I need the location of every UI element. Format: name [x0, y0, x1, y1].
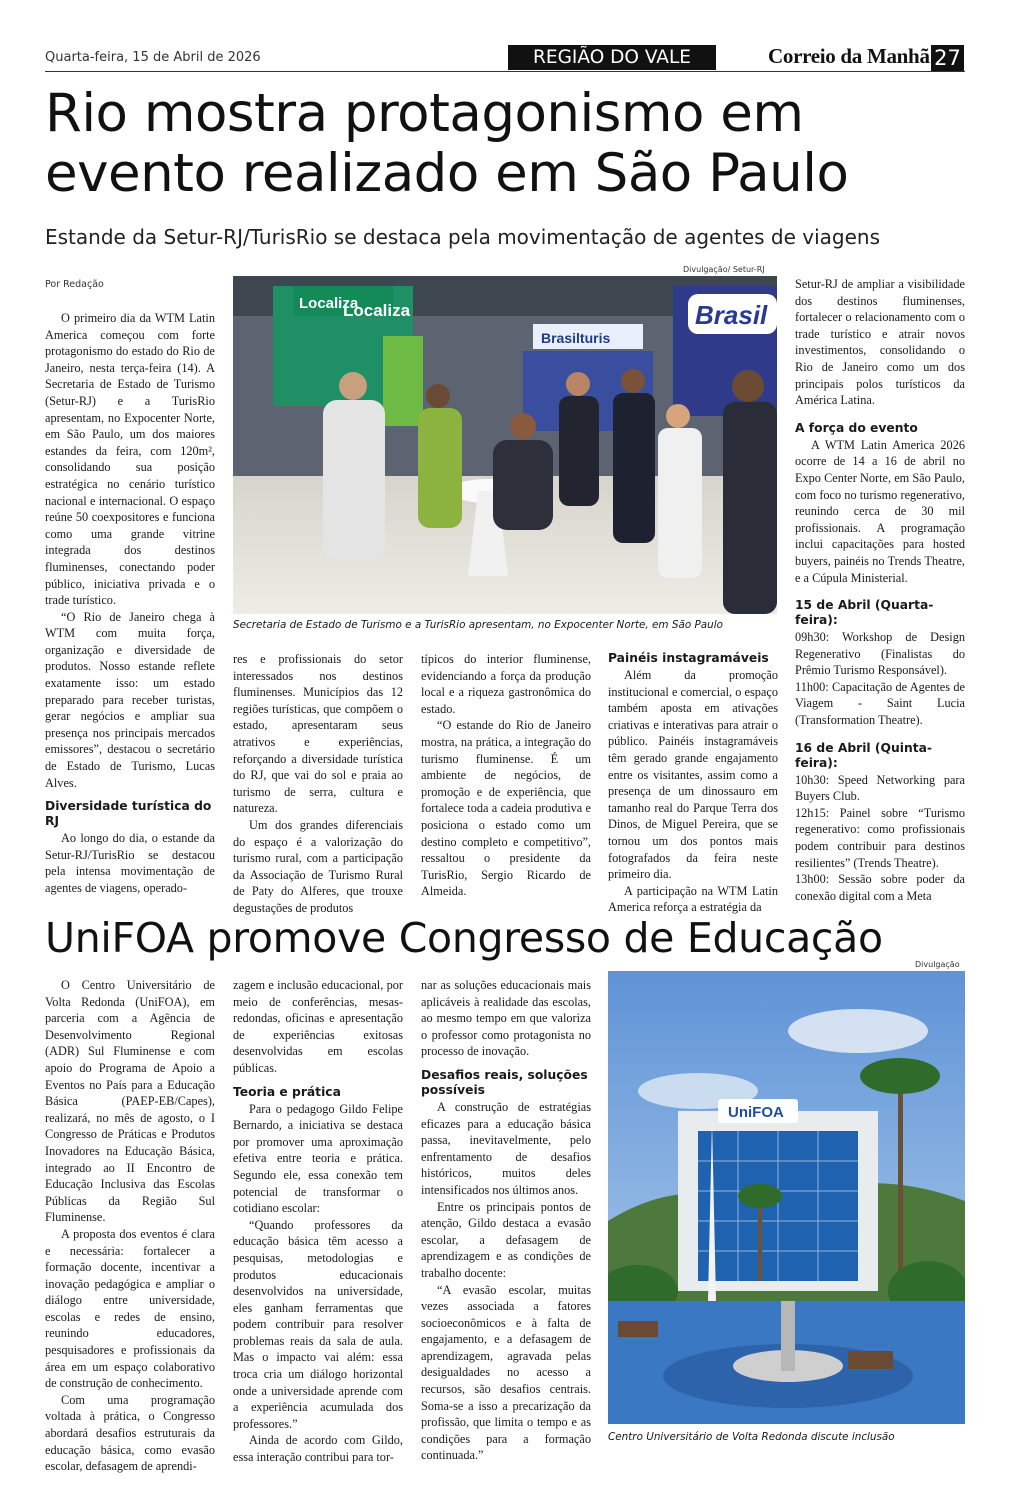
paragraph: A WTM Latin America 2026 ocorre de 14 a 16 de abril no Expo Center Norte, em São Paulo, com foco no turismo regenerativo, reunindo cerca de 30 mil profissionais. A programação inclui capacitações para hosted buyers, painéis no Trends Theatre, e a Cúpula Ministerial. — [795, 437, 965, 585]
subheading: Teoria e prática — [233, 1084, 341, 1099]
paragraph: Para o pedagogo Gildo Felipe Bernardo, a iniciativa se destaca por promover uma aproximação efetiva entre teoria e prática. Segundo ele, essa conexão tem potencial de transformar o cotidiano escolar: — [233, 1101, 403, 1216]
schedule-item: 10h30: Speed Networking para Buyers Club. — [795, 772, 965, 804]
article1-column-3 — [421, 651, 591, 900]
paragraph: A participação na WTM Latin America reforça a estratégia da — [608, 883, 778, 915]
paragraph: res e profissionais do setor interessados nos destinos fluminenses. Municípios das 12 regiões turísticas, que compõem o estado, apresentaram seus atrativos e experiências, reforçando a diversidade turística do RJ, que vai do sol e praia ao turismo de serra, cultura e natureza. — [233, 652, 403, 816]
header-rule — [45, 71, 965, 72]
section-label: REGIÃO DO VALE — [508, 45, 716, 70]
masthead: Correio da Manhã — [768, 44, 930, 68]
paragraph: Ainda de acordo com Gildo, essa interação contribui para tor- — [233, 1433, 403, 1465]
brasil-sign: Brasil — [695, 300, 768, 330]
subheading: Painéis instagramáveis — [608, 651, 769, 665]
paragraph: Ao longo do dia, o estande da Setur-RJ/TurisRio se destacou pela intensa movimentação de agentes de viagens, operado- — [45, 831, 215, 895]
subheading: Diversidade turística do RJ — [45, 799, 212, 829]
photo-credit: Divulgação/ Setur-RJ — [683, 265, 765, 274]
article2-column-3 — [421, 977, 591, 1464]
paragraph: O primeiro dia da WTM Latin America começou com forte protagonismo do estado do Rio de Janeiro, nesta terça-feira (14). A Secretaria de Estado de Turismo (Setur-RJ) e a TurisRio apresentam, no Expocenter Norte, em São Paulo, um dos maiores estandes da feira, com 120m², consolidando sua posição estratégica no cenário turístico nacional e internacional. O espaço reúne 50 coexpositores e funciona como uma grande vitrine integrada dos destinos fluminenses, conectando poder público, iniciativa privada e o trade turístico. — [45, 311, 215, 608]
subheadline: Estande da Setur-RJ/TurisRio se destaca pela movimentação de agentes de viagens — [45, 225, 881, 249]
headline-line-2: evento realizado em São Paulo — [45, 143, 849, 204]
paragraph: Setur-RJ de ampliar a visibilidade dos destinos fluminenses, fortalecer o relacionamento com o trade turístico e atrair novos investimentos, consolidando o Rio de Janeiro como um dos principais polos turísticos da América Latina. — [795, 277, 965, 408]
localiza-sign-large: Localiza — [343, 301, 411, 320]
paragraph: zagem e inclusão educacional, por meio de conferências, mesas-redondas, oficinas e apresentação de experiências exitosas desenvolvidas em escolas públicas. — [233, 978, 403, 1075]
paragraph: “O estande do Rio de Janeiro mostra, na prática, a integração do turismo fluminense. É um ambiente de negócios, de promoção e de experiência, que fortalece toda a cadeia produtiva e posiciona o estado como um destino completo e competitivo”, ressaltou o presidente da TurisRio, Sergio Ricardo de Almeida. — [421, 718, 591, 899]
paragraph: Com uma programação voltada à prática, o Congresso abordará desafios estruturais da educação básica, como evasão escolar, defasagem de aprendi- — [45, 1392, 215, 1474]
issue-date: Quarta-feira, 15 de Abril de 2026 — [45, 50, 261, 65]
photo-credit-2: Divulgação — [915, 960, 960, 969]
campus-photo-illustration — [608, 971, 965, 1424]
schedule-item: 12h15: Painel sobre “Turismo regenerativo: como profissionais podem contribuir para destinos resilientes” (Trends Theatre). — [795, 805, 965, 870]
paragraph: típicos do interior fluminense, evidenciando a força da produção local e a riqueza gastronômica do estado. — [421, 652, 591, 716]
brasilturis-sign: Brasilturis — [541, 330, 611, 346]
subheading: 15 de Abril (Quarta-feira): — [795, 598, 934, 628]
paragraph: A proposta dos eventos é clara e necessária: fortalecer a formação docente, incentivar a inovação pedagógica e ampliar o diálogo entre universidade, escolas e redes de ensino, reunindo educadores, pesquisadores e profissionais da área em um espaço colaborativo de construção de conhecimento. — [45, 1226, 215, 1391]
subheading: Desafios reais, soluções possíveis — [421, 1067, 588, 1097]
campus-photo — [608, 971, 965, 1424]
paragraph: “O Rio de Janeiro chega à WTM com muita força, organização e diversidade de produtos. Nosso estande reflete exatamente isso: um estado preparado para receber turistas, gerar negócios e ampliar sua presença nos principais mercados emissores”, destacou o secretário de Estado de Turismo, Lucas Alves. — [45, 609, 215, 790]
schedule-item: 13h00: Sessão sobre poder da conexão digital com a Meta — [795, 872, 965, 903]
paragraph: O Centro Universitário de Volta Redonda (UniFOA), em parceria com a Agência de Desenvolvimento Regional (ADR) Sul Fluminense e com apoio do Programa de Apoio a Eventos no País para a Educação Básica (PAEP-EB/Capes), realizará, no mês de agosto, o I Congresso de Práticas e Produtos Inovadores na Educação Básica, integrado ao II Encontro de Educação Inclusiva das Escolas Públicas da Região Sul Fluminense. — [45, 978, 215, 1225]
headline-line-1: Rio mostra protagonismo em — [45, 83, 804, 144]
unifoa-sign: UniFOA — [728, 1104, 784, 1121]
article1-column-4 — [608, 651, 778, 916]
paragraph: Entre os principais pontos de atenção, Gildo destaca a evasão escolar, a defasagem de aprendizagem e as condições de trabalho docente: — [421, 1199, 591, 1280]
photo-caption: Secretaria de Estado de Turismo e a TurisRio apresentam, no Expocenter Norte, em São Paulo — [233, 619, 723, 631]
page-number: 27 — [931, 45, 964, 72]
byline: Por Redação — [45, 279, 104, 290]
paragraph: A construção de estratégias eficazes para a educação básica passa, inevitavelmente, pelo enfrentamento de desafios históricos, muitos deles intensificados nos últimos anos. — [421, 1099, 591, 1197]
article2-column-1 — [45, 977, 215, 1475]
paragraph: nar as soluções educacionais mais aplicáveis à realidade das escolas, ao mesmo tempo em que valoriza o professor como protagonista no processo de inovação. — [421, 978, 591, 1059]
localiza-sign: Localiza — [299, 295, 359, 312]
schedule-item: 09h30: Workshop de Design Regenerativo (Finalistas do Prêmio Turismo Responsável). — [795, 630, 965, 678]
subheading: A força do evento — [795, 420, 918, 435]
paragraph: “Quando professores da educação básica têm acesso a pesquisas, metodologias e produtos educacionais desenvolvidos na universidade, eles ganham ferramentas que podem contribuir para resolver problemas reais da sala de aula. Mas o impacto vai além: essa troca cria um diálogo horizontal onde a universidade aprende com a experiência acumulada dos professores.” — [233, 1217, 403, 1431]
paragraph: Um dos grandes diferenciais do espaço é a valorização do turismo rural, com a participação da Associação de Turismo Rural de Paty do Alferes, que trouxe degustações de produtos — [233, 817, 403, 915]
headline-unifoa: UniFOA promove Congresso de Educação — [45, 914, 883, 962]
event-photo-illustration — [233, 276, 777, 614]
article1-column-2 — [233, 651, 403, 917]
subheading: 16 de Abril (Quinta-feira): — [795, 740, 932, 770]
event-photo — [233, 276, 777, 614]
article2-column-2 — [233, 977, 403, 1466]
article1-column-1 — [45, 310, 215, 897]
article1-column-5 — [795, 276, 965, 904]
paragraph: “A evasão escolar, muitas vezes associada a fatores socioeconômicos e à falta de engajamento, e a defasagem de aprendizagem, agravada pelas desigualdades no acesso a recursos, são desafios centrais. Soma-se a isso a precarização da profissão, que limita o tempo e as condições para a formação continuada.” — [421, 1282, 591, 1463]
schedule-item: 11h00: Capacitação de Agentes de Viagem - Saint Lucia (Transformation Theatre). — [795, 679, 965, 728]
headline — [45, 84, 965, 204]
paragraph: Além da promoção institucional e comercial, o espaço também aposta em ativações criativas e interativas para atrair o público. Painéis instagramáveis têm gerado grande engajamento entre os visitantes, assim como a presença de um dinossauro em tamanho real do Parque Terra dos Dinos, de Miguel Pereira, que se tornou um dos pontos mais fotografados da feira neste primeiro dia. — [608, 668, 778, 882]
photo-caption-2: Centro Universitário de Volta Redonda discute inclusão — [608, 1431, 895, 1443]
